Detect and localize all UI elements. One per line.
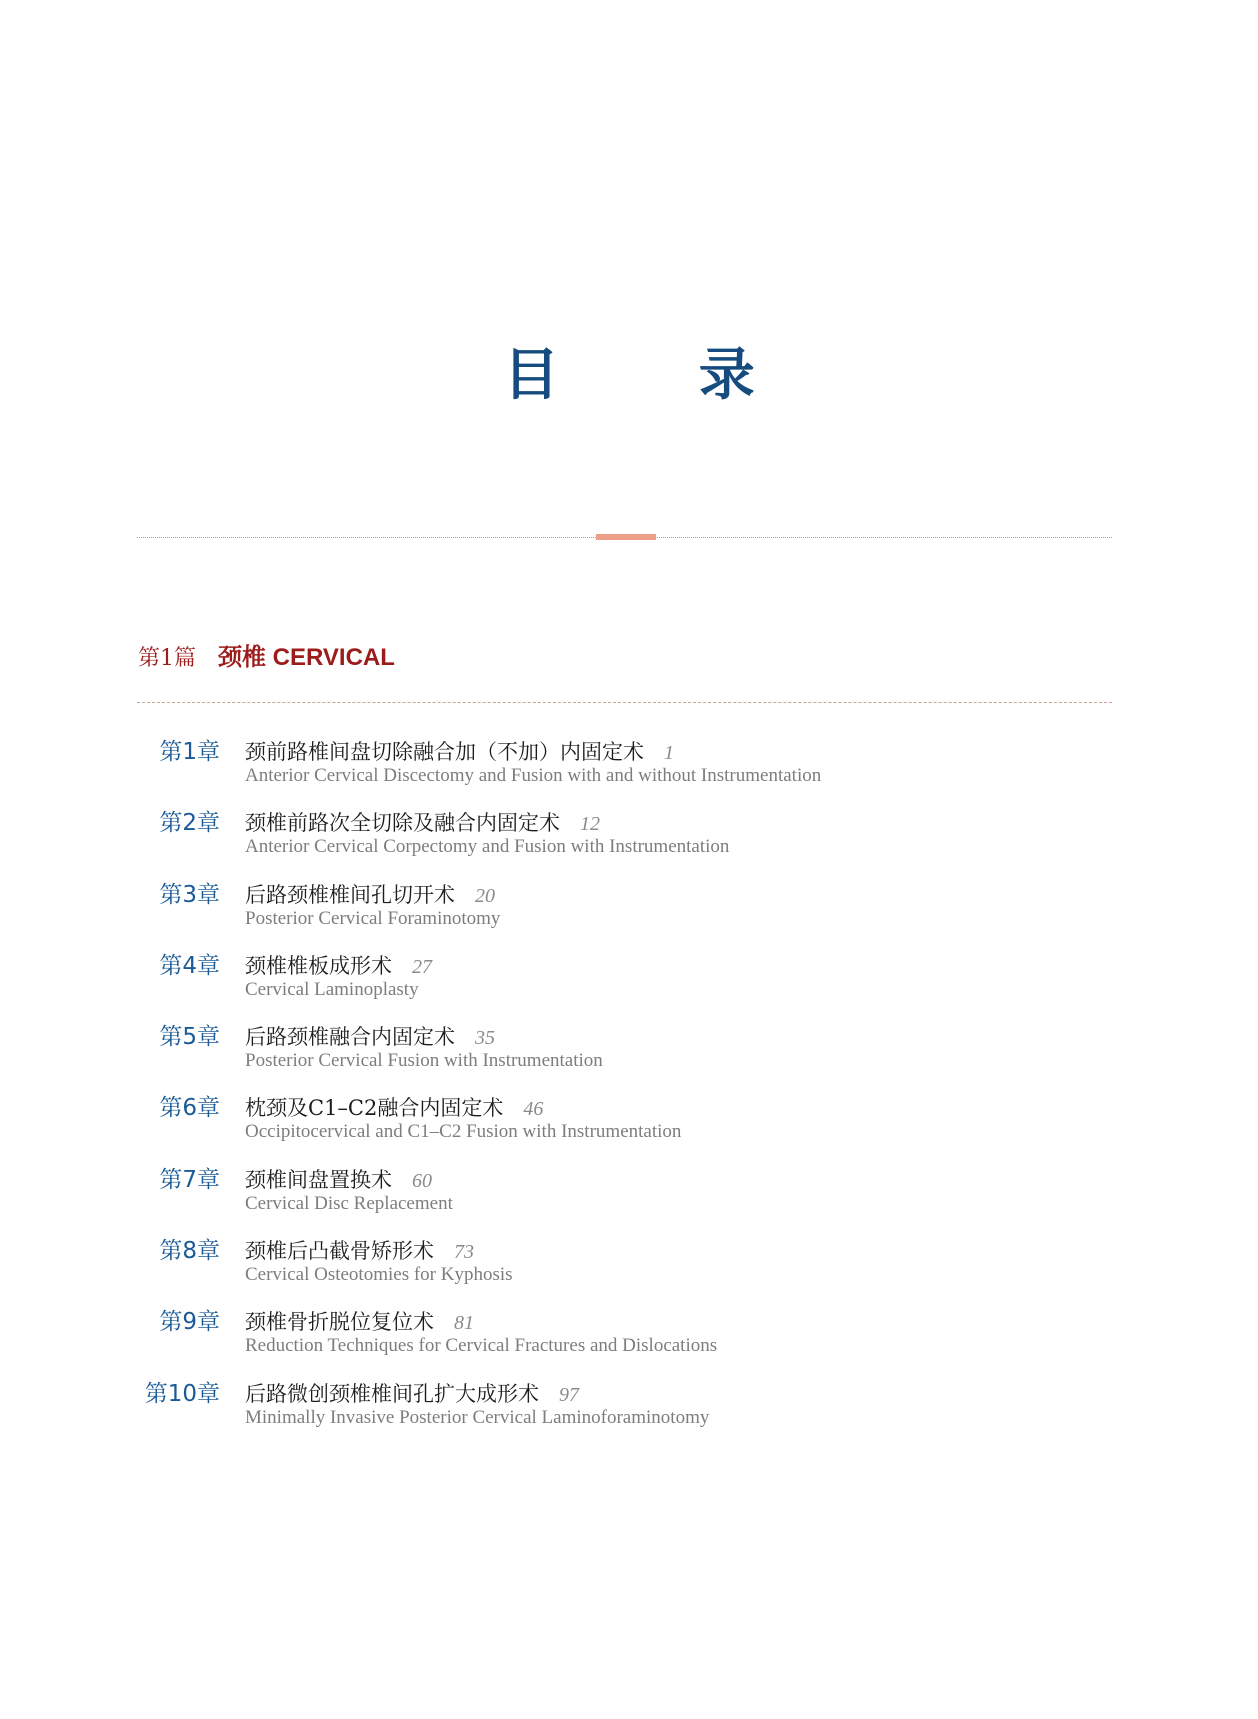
chapter-number: 第7章 [159, 1166, 220, 1193]
chapter-title-cn: 颈椎骨折脱位复位术 [245, 1310, 434, 1335]
chapter-title-cn: 颈椎前路次全切除及融合内固定术 [245, 811, 560, 836]
toc-list [0, 735, 1258, 1448]
title-divider-accent [596, 534, 656, 540]
chapter-page-number: 60 [412, 1169, 432, 1192]
chapter-page-number: 27 [412, 955, 432, 978]
part-number: 第1篇 [138, 646, 196, 671]
toc-entry-5[interactable] [0, 1020, 1258, 1091]
chapter-page-number: 73 [454, 1241, 474, 1264]
chapter-number: 第2章 [159, 810, 220, 837]
toc-entry-2[interactable] [0, 806, 1258, 877]
chapter-page-number: 20 [475, 884, 495, 907]
chapter-number: 第10章 [144, 1380, 220, 1407]
chapter-page-number: 97 [559, 1383, 579, 1406]
chapter-number: 第8章 [159, 1238, 220, 1265]
chapter-page-number: 35 [475, 1027, 495, 1050]
chapter-title-en: Cervical Laminoplasty [245, 978, 419, 1000]
chapter-title-cn: 颈前路椎间盘切除融合加（不加）内固定术 [245, 740, 644, 764]
chapter-title-cn: 枕颈及C1–C2融合内固定术 [245, 1096, 504, 1121]
toc-entry-1[interactable] [0, 735, 1258, 806]
chapter-number: 第3章 [159, 881, 220, 908]
chapter-page-number: 12 [580, 813, 600, 836]
chapter-title-cn: 颈椎椎板成形术 [245, 953, 392, 978]
chapter-title-en: Cervical Osteotomies for Kyphosis [245, 1264, 513, 1286]
chapter-title-en: Anterior Cervical Discectomy and Fusion with and without Instrumentation [245, 765, 822, 786]
toc-entry-6[interactable] [0, 1091, 1258, 1162]
chapter-title-en: Anterior Cervical Corpectomy and Fusion with Instrumentation [245, 836, 730, 858]
chapter-title-en: Occipitocervical and C1–C2 Fusion with Instrumentation [245, 1121, 682, 1143]
toc-entry-7[interactable] [0, 1163, 1258, 1234]
chapter-page-number: 81 [454, 1312, 474, 1335]
chapter-title-en: Cervical Disc Replacement [245, 1192, 453, 1214]
toc-entry-4[interactable] [0, 949, 1258, 1020]
chapter-number: 第9章 [159, 1309, 220, 1336]
chapter-title-cn: 颈椎间盘置换术 [245, 1167, 392, 1192]
chapter-page-number: 46 [523, 1098, 544, 1121]
page-title: 目 录 [503, 342, 815, 408]
part-heading [138, 640, 395, 676]
chapter-title-cn: 后路颈椎融合内固定术 [245, 1025, 455, 1050]
chapter-number: 第1章 [159, 739, 220, 765]
toc-entry-8[interactable] [0, 1234, 1258, 1305]
chapter-title-en: Reduction Techniques for Cervical Fractures and Dislocations [245, 1335, 718, 1357]
chapter-number: 第4章 [159, 952, 220, 979]
chapter-title-cn: 后路颈椎椎间孔切开术 [245, 882, 455, 907]
chapter-title-cn: 颈椎后凸截骨矫形术 [245, 1239, 434, 1264]
chapter-title-en: Posterior Cervical Foraminotomy [245, 907, 501, 929]
chapter-number: 第5章 [159, 1024, 220, 1051]
chapter-page-number: 1 [664, 742, 674, 764]
part-divider [137, 702, 1112, 703]
toc-entry-9[interactable] [0, 1305, 1258, 1376]
chapter-title-en: Posterior Cervical Fusion with Instrumentation [245, 1050, 603, 1072]
part-name: 颈椎 CERVICAL [218, 644, 395, 671]
toc-entry-3[interactable] [0, 878, 1258, 949]
toc-entry-10[interactable] [0, 1377, 1258, 1448]
chapter-title-en: Minimally Invasive Posterior Cervical Laminoforaminotomy [245, 1406, 710, 1428]
chapter-title-cn: 后路微创颈椎椎间孔扩大成形术 [245, 1381, 539, 1406]
chapter-number: 第6章 [159, 1095, 220, 1122]
